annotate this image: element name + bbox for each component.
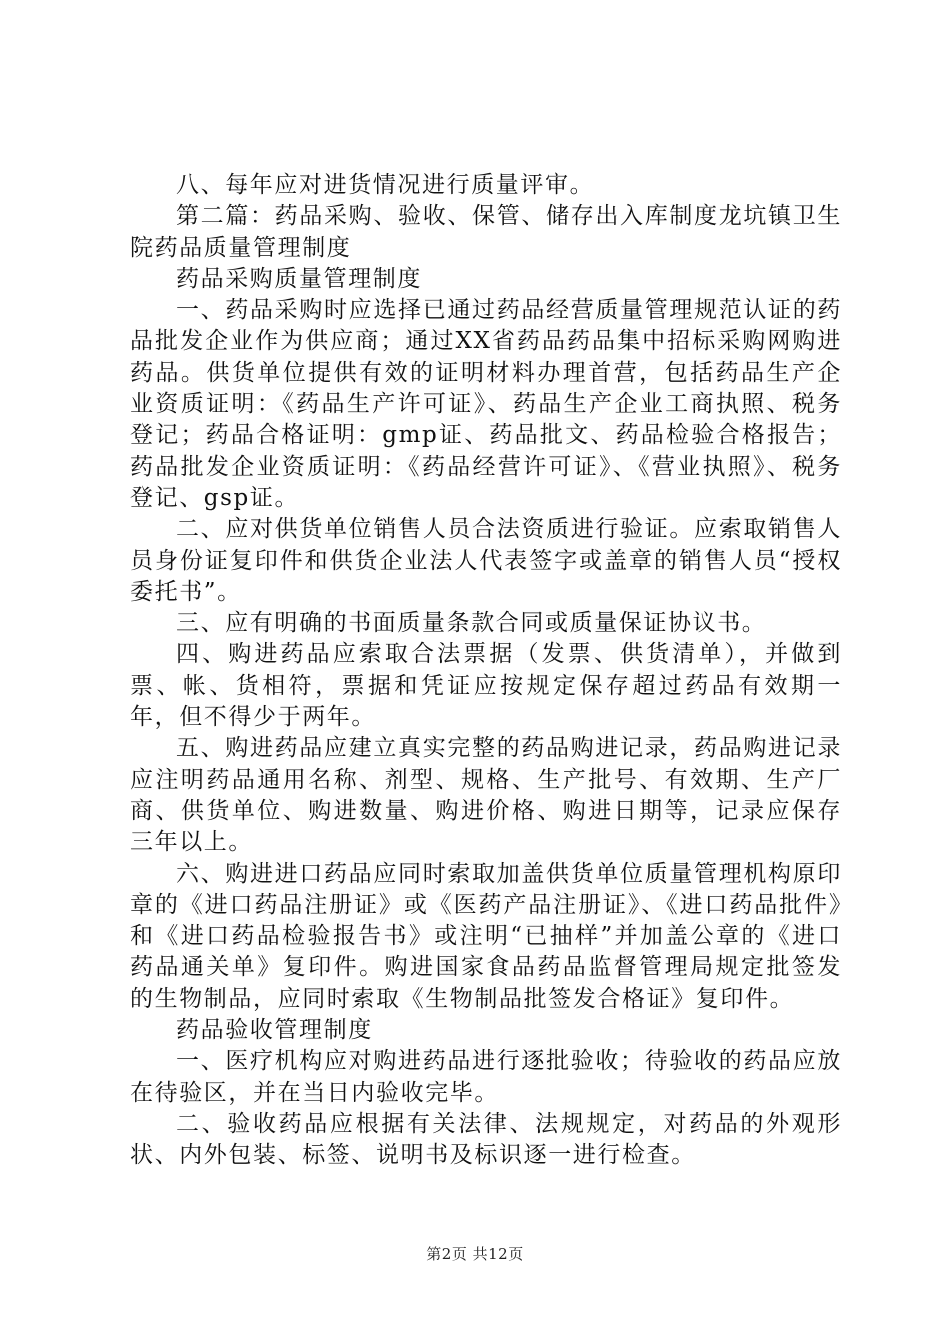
chapter-title: 第二篇：药品采购、验收、保管、储存出入库制度龙坑镇卫生院药品质量管理制度	[130, 203, 842, 261]
section-heading-acceptance: 药品验收管理制度	[176, 1017, 373, 1044]
section-heading-procurement: 药品采购质量管理制度	[176, 265, 422, 292]
paragraph-acceptance-one: 一、医疗机构应对购进药品进行逐批验收；待验收的药品应放在待验区，并在当日内验收完毕。	[130, 1048, 842, 1106]
paragraph-item-five: 五、购进药品应建立真实完整的药品购进记录，药品购进记录应注明药品通用名称、剂型、规格、生产批号、有效期、生产厂商、供货单位、购进数量、购进价格、购进日期等，记录应保存三年以上。	[130, 735, 842, 856]
paragraph-item-one: 一、药品采购时应选择已通过药品经营质量管理规范认证的药品批发企业作为供应商；通过XX省药品药品集中招标采购网购进药品。供货单位提供有效的证明材料办理首营，包括药品生产企业资质证明：《药品生产许可证》、药品生产企业工商执照、税务登记；药品合格证明：gmp证、药品批文、药品检验合格报告；药品批发企业资质证明：《药品经营许可证》、《营业执照》、税务登记、gsp证。	[130, 297, 842, 511]
paragraph-item-eight: 八、每年应对进货情况进行质量评审。	[176, 172, 595, 198]
paragraph-item-six: 六、购进进口药品应同时索取加盖供货单位质量管理机构原印章的《进口药品注册证》或《医药产品注册证》、《进口药品批件》和《进口药品检验报告书》或注明“已抽样”并加盖公章的《进口药品通关单》复印件。购进国家食品药品监督管理局规定批签发的生物制品，应同时索取《生物制品批签发合格证》复印件。	[130, 860, 842, 1012]
paragraph-acceptance-two: 二、验收药品应根据有关法律、法规规定，对药品的外观形状、内外包装、标签、说明书及标识逐一进行检查。	[130, 1110, 842, 1169]
document-body	[130, 170, 842, 1172]
paragraph-item-three: 三、应有明确的书面质量条款合同或质量保证协议书。	[176, 610, 767, 637]
paragraph-item-two: 二、应对供货单位销售人员合法资质进行验证。应索取销售人员身份证复印件和供货企业法人代表签字或盖章的销售人员“授权委托书”。	[130, 516, 842, 605]
page-number-footer: 第2页 共12页	[426, 1245, 524, 1263]
paragraph-item-four: 四、购进药品应索取合法票据（发票、供货清单），并做到票、帐、货相符，票据和凭证应按规定保存超过药品有效期一年，但不得少于两年。	[130, 641, 842, 731]
